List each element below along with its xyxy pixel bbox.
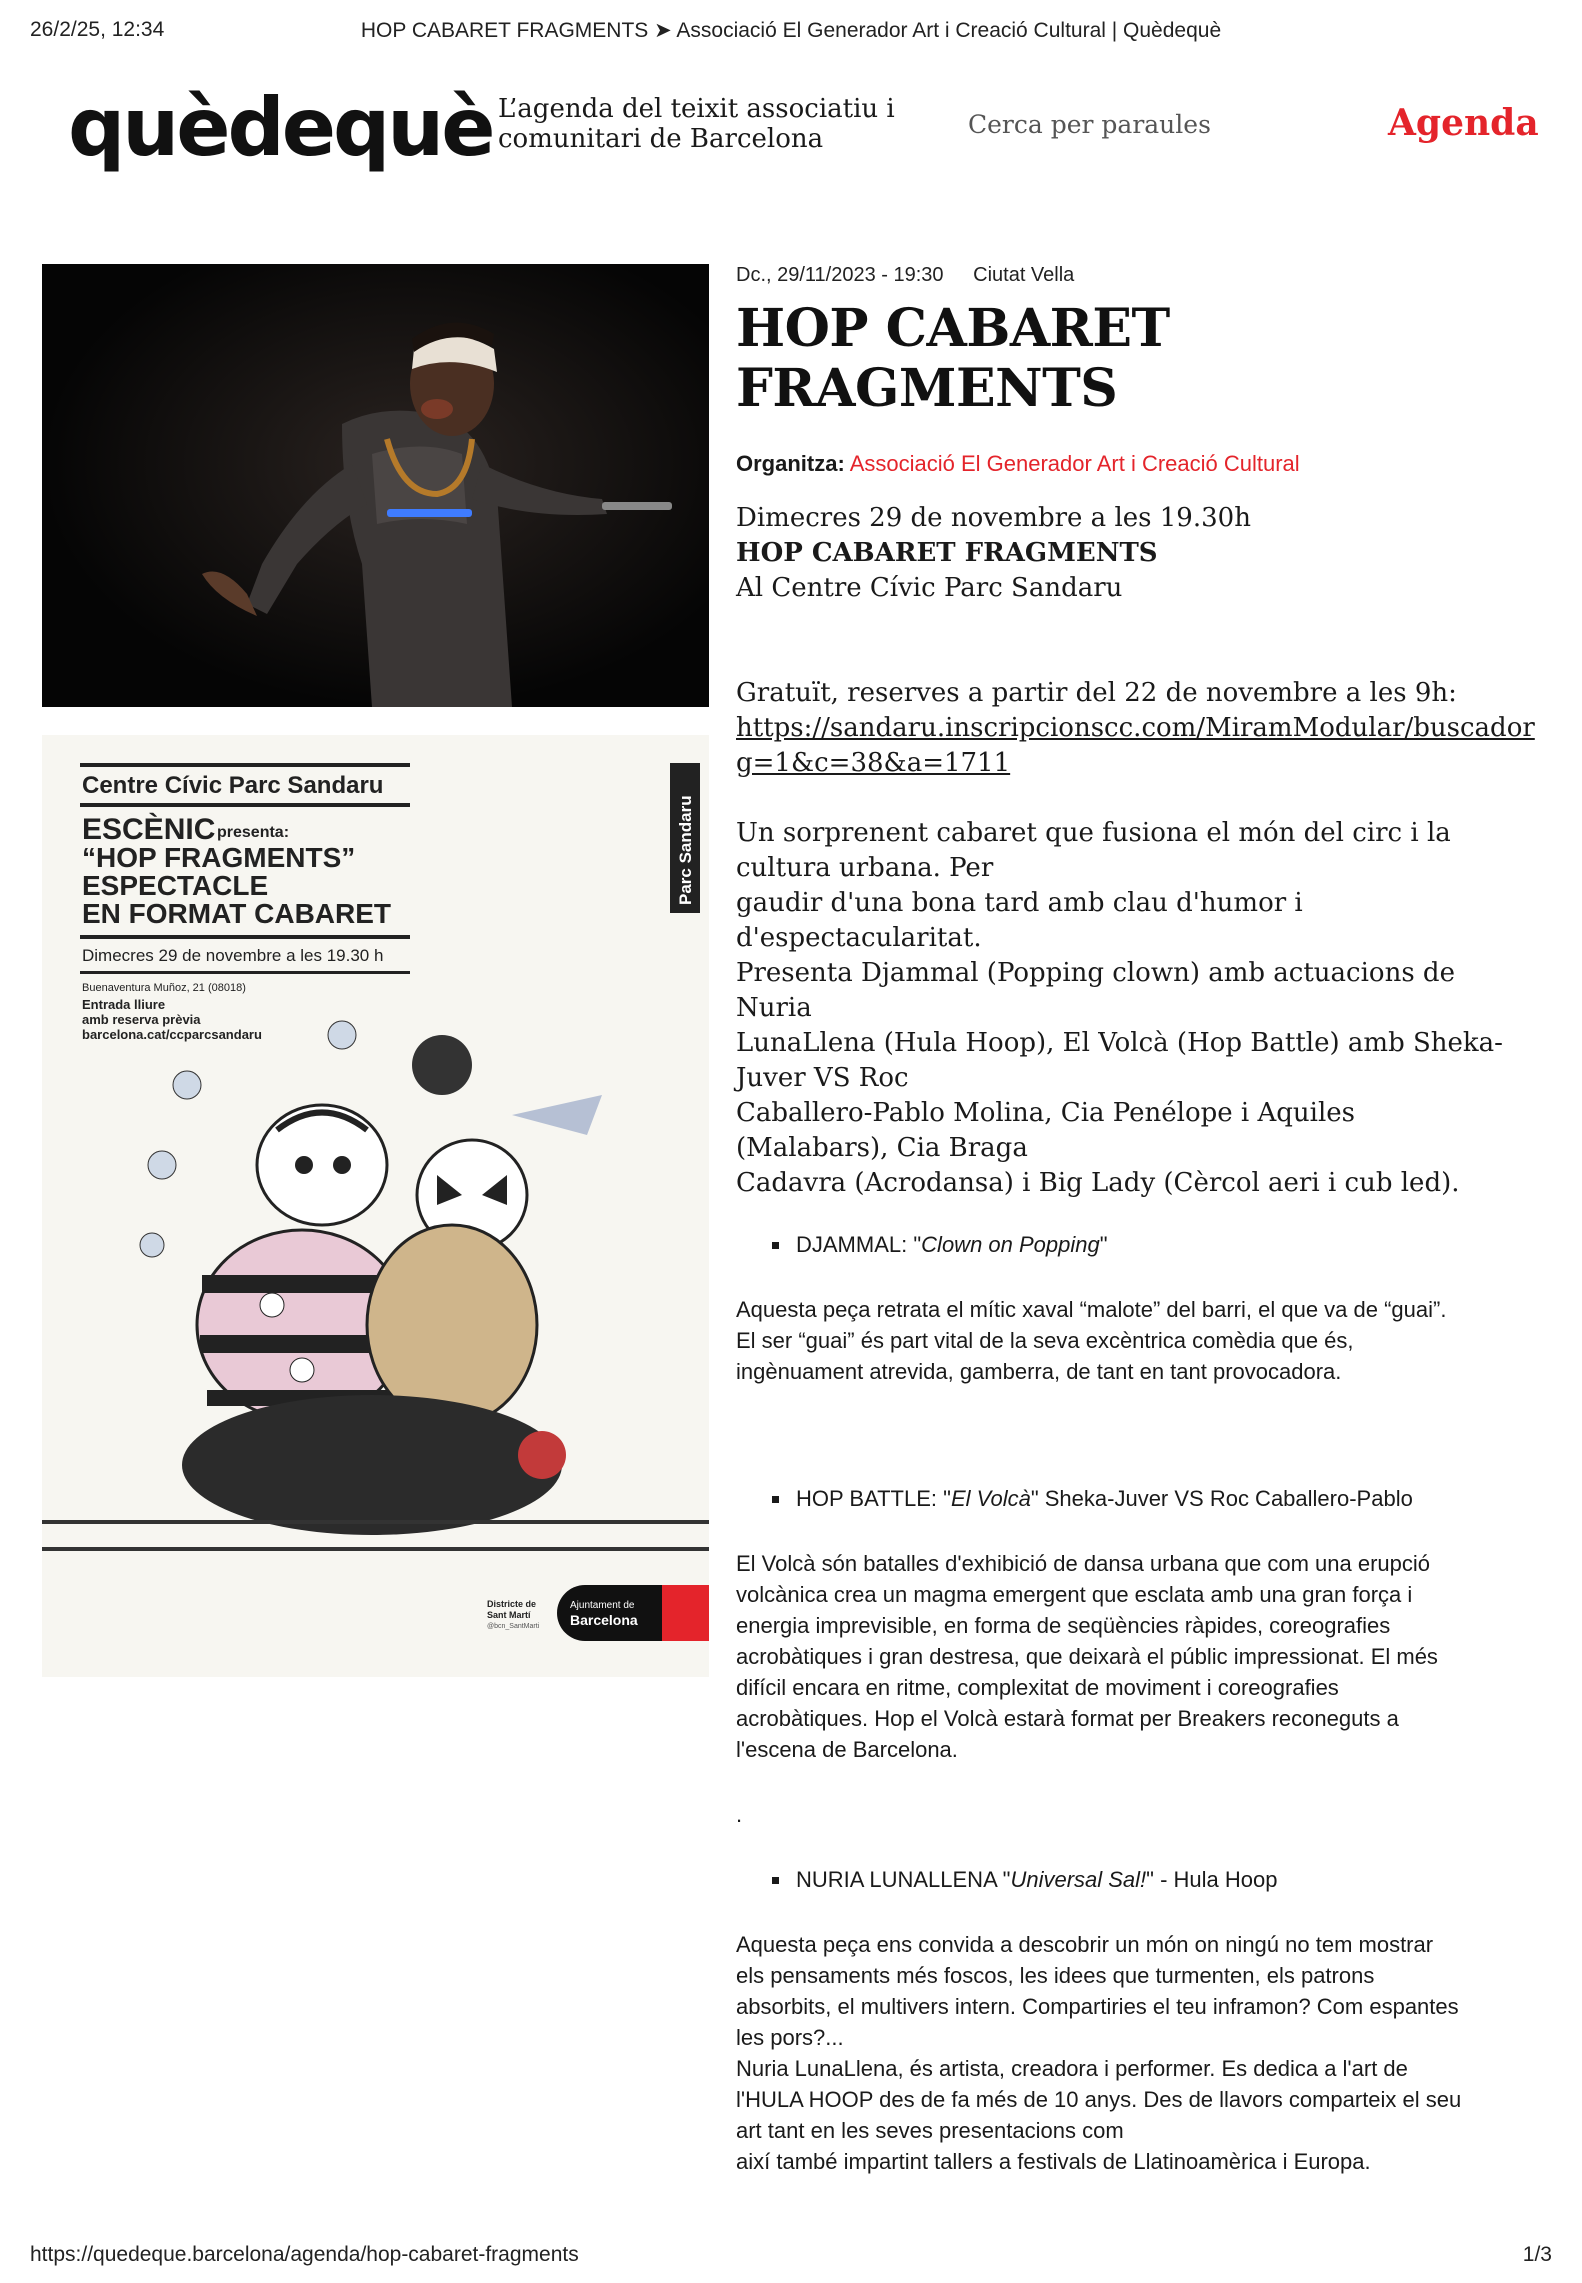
event-organizer [736, 451, 1546, 477]
act-text-line: acrobàtiques. Hop el Volcà estarà format per Breakers reconeguts a [736, 1706, 1399, 1731]
act-text-line: Aquesta peça ens convida a descobrir un món on ningú no tem mostrar [736, 1932, 1434, 1957]
poster-district: Districte de [487, 1599, 537, 1609]
act-heading-text: DJAMMAL: " [796, 1232, 922, 1257]
title-line: FRAGMENTS [736, 358, 1118, 419]
print-page-title: HOP CABARET FRAGMENTS ➤ Associació El Generador Art i Creació Cultural | Quèdequè [360, 19, 1222, 42]
intro-line: Dimecres 29 de novembre a les 19.30h [736, 503, 1251, 533]
reserve-link[interactable]: https://sandaru.inscripcionscc.com/MiramModular/buscadorg=1&c=38&a=1711 [736, 713, 1535, 778]
intro-line: HOP CABARET FRAGMENTS [736, 538, 1158, 568]
act-text-line: les pors?... [736, 2025, 844, 2050]
organizer-link[interactable]: Associació El Generador Art i Creació Cultural [849, 451, 1300, 476]
act-list [792, 1483, 1546, 1514]
event-title [736, 299, 1546, 419]
poster-entry: Entrada lliure [82, 997, 166, 1012]
description-line: cultura urbana. Per [736, 853, 994, 883]
act-heading-italic: El Volcà [950, 1486, 1031, 1511]
description-line: LunaLlena (Hula Hoop), El Volcà (Hop Battle) amb Sheka- [736, 1028, 1503, 1058]
description-line: (Malabars), Cia Braga [736, 1133, 1028, 1163]
act-text-line: difícil encara en ritme, complexitat de moviment i coreografies [736, 1675, 1339, 1700]
separator-dot: . [736, 1802, 743, 1827]
poster-date: Dimecres 29 de novembre a les 19.30 h [82, 946, 384, 965]
print-date: 26/2/25, 12:34 [30, 18, 165, 41]
description-line: Caballero-Pablo Molina, Cia Penélope i Aquiles [736, 1098, 1355, 1128]
act-description [736, 1548, 1546, 1765]
act-heading [792, 1864, 1546, 1895]
performer-image [42, 264, 709, 707]
site-header [0, 80, 1582, 180]
act-heading-text: " Sheka-Juver VS Roc Caballero-Pablo [1030, 1486, 1413, 1511]
poster-city: Ajuntament de [570, 1600, 635, 1611]
intro-line: Al Centre Cívic Parc Sandaru [736, 573, 1123, 603]
description-line: Cadavra (Acrodansa) i Big Lady (Cèrcol aeri i cub led). [736, 1168, 1460, 1198]
description-line: gaudir d'una bona tard amb clau d'humor i [736, 888, 1303, 918]
act-heading-text: HOP BATTLE: " [796, 1486, 951, 1511]
print-page-number: 1/3 [1522, 2243, 1552, 2266]
event-intro [736, 501, 1546, 1201]
act-heading-text: NURIA LUNALLENA " [796, 1867, 1011, 1892]
reserve-text: Gratuït, reserves a partir del 22 de novembre a les 9h: [736, 678, 1457, 708]
act-heading-text: " - Hula Hoop [1146, 1867, 1278, 1892]
description-line: Presenta Djammal (Popping clown) amb actuacions de [736, 958, 1455, 988]
act-description [736, 1929, 1546, 2177]
act-text-line: l'escena de Barcelona. [736, 1737, 958, 1762]
act-text-line: Aquesta peça retrata el mític xaval “malote” del barri, el que va de “guai”. [736, 1297, 1447, 1322]
tagline-line: L’agenda del teixit associatiu i [498, 94, 895, 124]
act-text-line: El ser “guai” és part vital de la seva excèntrica comèdia que és, [736, 1328, 1354, 1353]
act-text-line: art tant en les seves presentacions com [736, 2118, 1124, 2143]
poster-show-line: EN FORMAT CABARET [82, 898, 392, 929]
event-date: Dc., 29/11/2023 - 19:30 [736, 264, 944, 286]
tagline-line: comunitari de Barcelona [498, 124, 824, 154]
act-heading [792, 1483, 1546, 1514]
event-meta [736, 264, 1546, 287]
print-header [30, 18, 1552, 48]
act-description [736, 1294, 1546, 1387]
print-footer [30, 2243, 1552, 2273]
poster-side-label: Parc Sandaru [676, 795, 695, 905]
act-text-line: Nuria LunaLlena, és artista, creadora i performer. Es dedica a l'art de [736, 2056, 1408, 2081]
act-text-line: volcànica crea un magma emergent que esclata amb una gran força i [736, 1582, 1413, 1607]
act-heading-italic: Clown on Popping [921, 1232, 1100, 1257]
poster-entry: amb reserva prèvia [82, 1012, 201, 1027]
act-text-line: els pensaments més foscos, les idees que turmenten, els patrons [736, 1963, 1375, 1988]
description-line: Nuria [736, 993, 812, 1023]
act-text-line: absorbits, el multivers intern. Compartiries el teu inframon? Com espantes [736, 1994, 1459, 2019]
description-line: d'espectacularitat. [736, 923, 982, 953]
search-input[interactable] [968, 110, 1248, 139]
poster-district: Sant Martí [487, 1610, 531, 1620]
event-photo [42, 264, 709, 707]
poster-city: Barcelona [570, 1612, 638, 1628]
site-logo[interactable]: quèdequè [68, 81, 493, 174]
description-line: Juver VS Roc [736, 1063, 909, 1093]
act-list [792, 1864, 1546, 1895]
title-line: HOP CABARET [736, 298, 1170, 359]
event-content [736, 264, 1546, 2177]
poster-address: Buenaventura Muñoz, 21 (08018) [82, 982, 246, 994]
poster-show-line: ESPECTACLE [82, 870, 269, 901]
act-text-line: l'HULA HOOP des de fa més de 10 anys. Des de llavors comparteix el seu [736, 2087, 1462, 2112]
poster-entry: barcelona.cat/ccparcsandaru [82, 1027, 262, 1042]
act-list [792, 1229, 1546, 1260]
poster-image [42, 735, 709, 1677]
event-poster [42, 735, 709, 1677]
poster-presents: presenta: [217, 824, 290, 841]
act-text-line: així també impartint tallers a festivals de Llatinoamèrica i Europa. [736, 2149, 1371, 2174]
act-heading-italic: Universal Sal! [1010, 1867, 1147, 1892]
act-text-line: El Volcà són batalles d'exhibició de dansa urbana que com una erupció [736, 1551, 1430, 1576]
act-text-line: energia imprevisible, en forma de seqüències ràpides, coreografies [736, 1613, 1391, 1638]
print-url: https://quedeque.barcelona/agenda/hop-cabaret-fragments [30, 2243, 579, 2266]
event-district[interactable]: Ciutat Vella [973, 264, 1075, 286]
poster-district-handle: @bcn_SantMarti [487, 1623, 540, 1630]
poster-category: ESCÈNIC [82, 813, 216, 846]
poster-show-line: “HOP FRAGMENTS” [82, 842, 356, 873]
act-heading [792, 1229, 1546, 1260]
act-text-line: acrobàtiques i gran destresa, que deixarà el públic impressionat. El més [736, 1644, 1438, 1669]
site-tagline [498, 94, 928, 154]
act-text-line: ingènuament atrevida, gamberra, de tant en tant provocadora. [736, 1359, 1342, 1384]
description-line: Un sorprenent cabaret que fusiona el món del circ i la [736, 818, 1451, 848]
nav-agenda-link[interactable]: Agenda [1388, 102, 1539, 144]
organizer-label: Organitza: [736, 451, 845, 476]
poster-venue: Centre Cívic Parc Sandaru [82, 772, 384, 799]
act-heading-text: " [1099, 1232, 1108, 1257]
